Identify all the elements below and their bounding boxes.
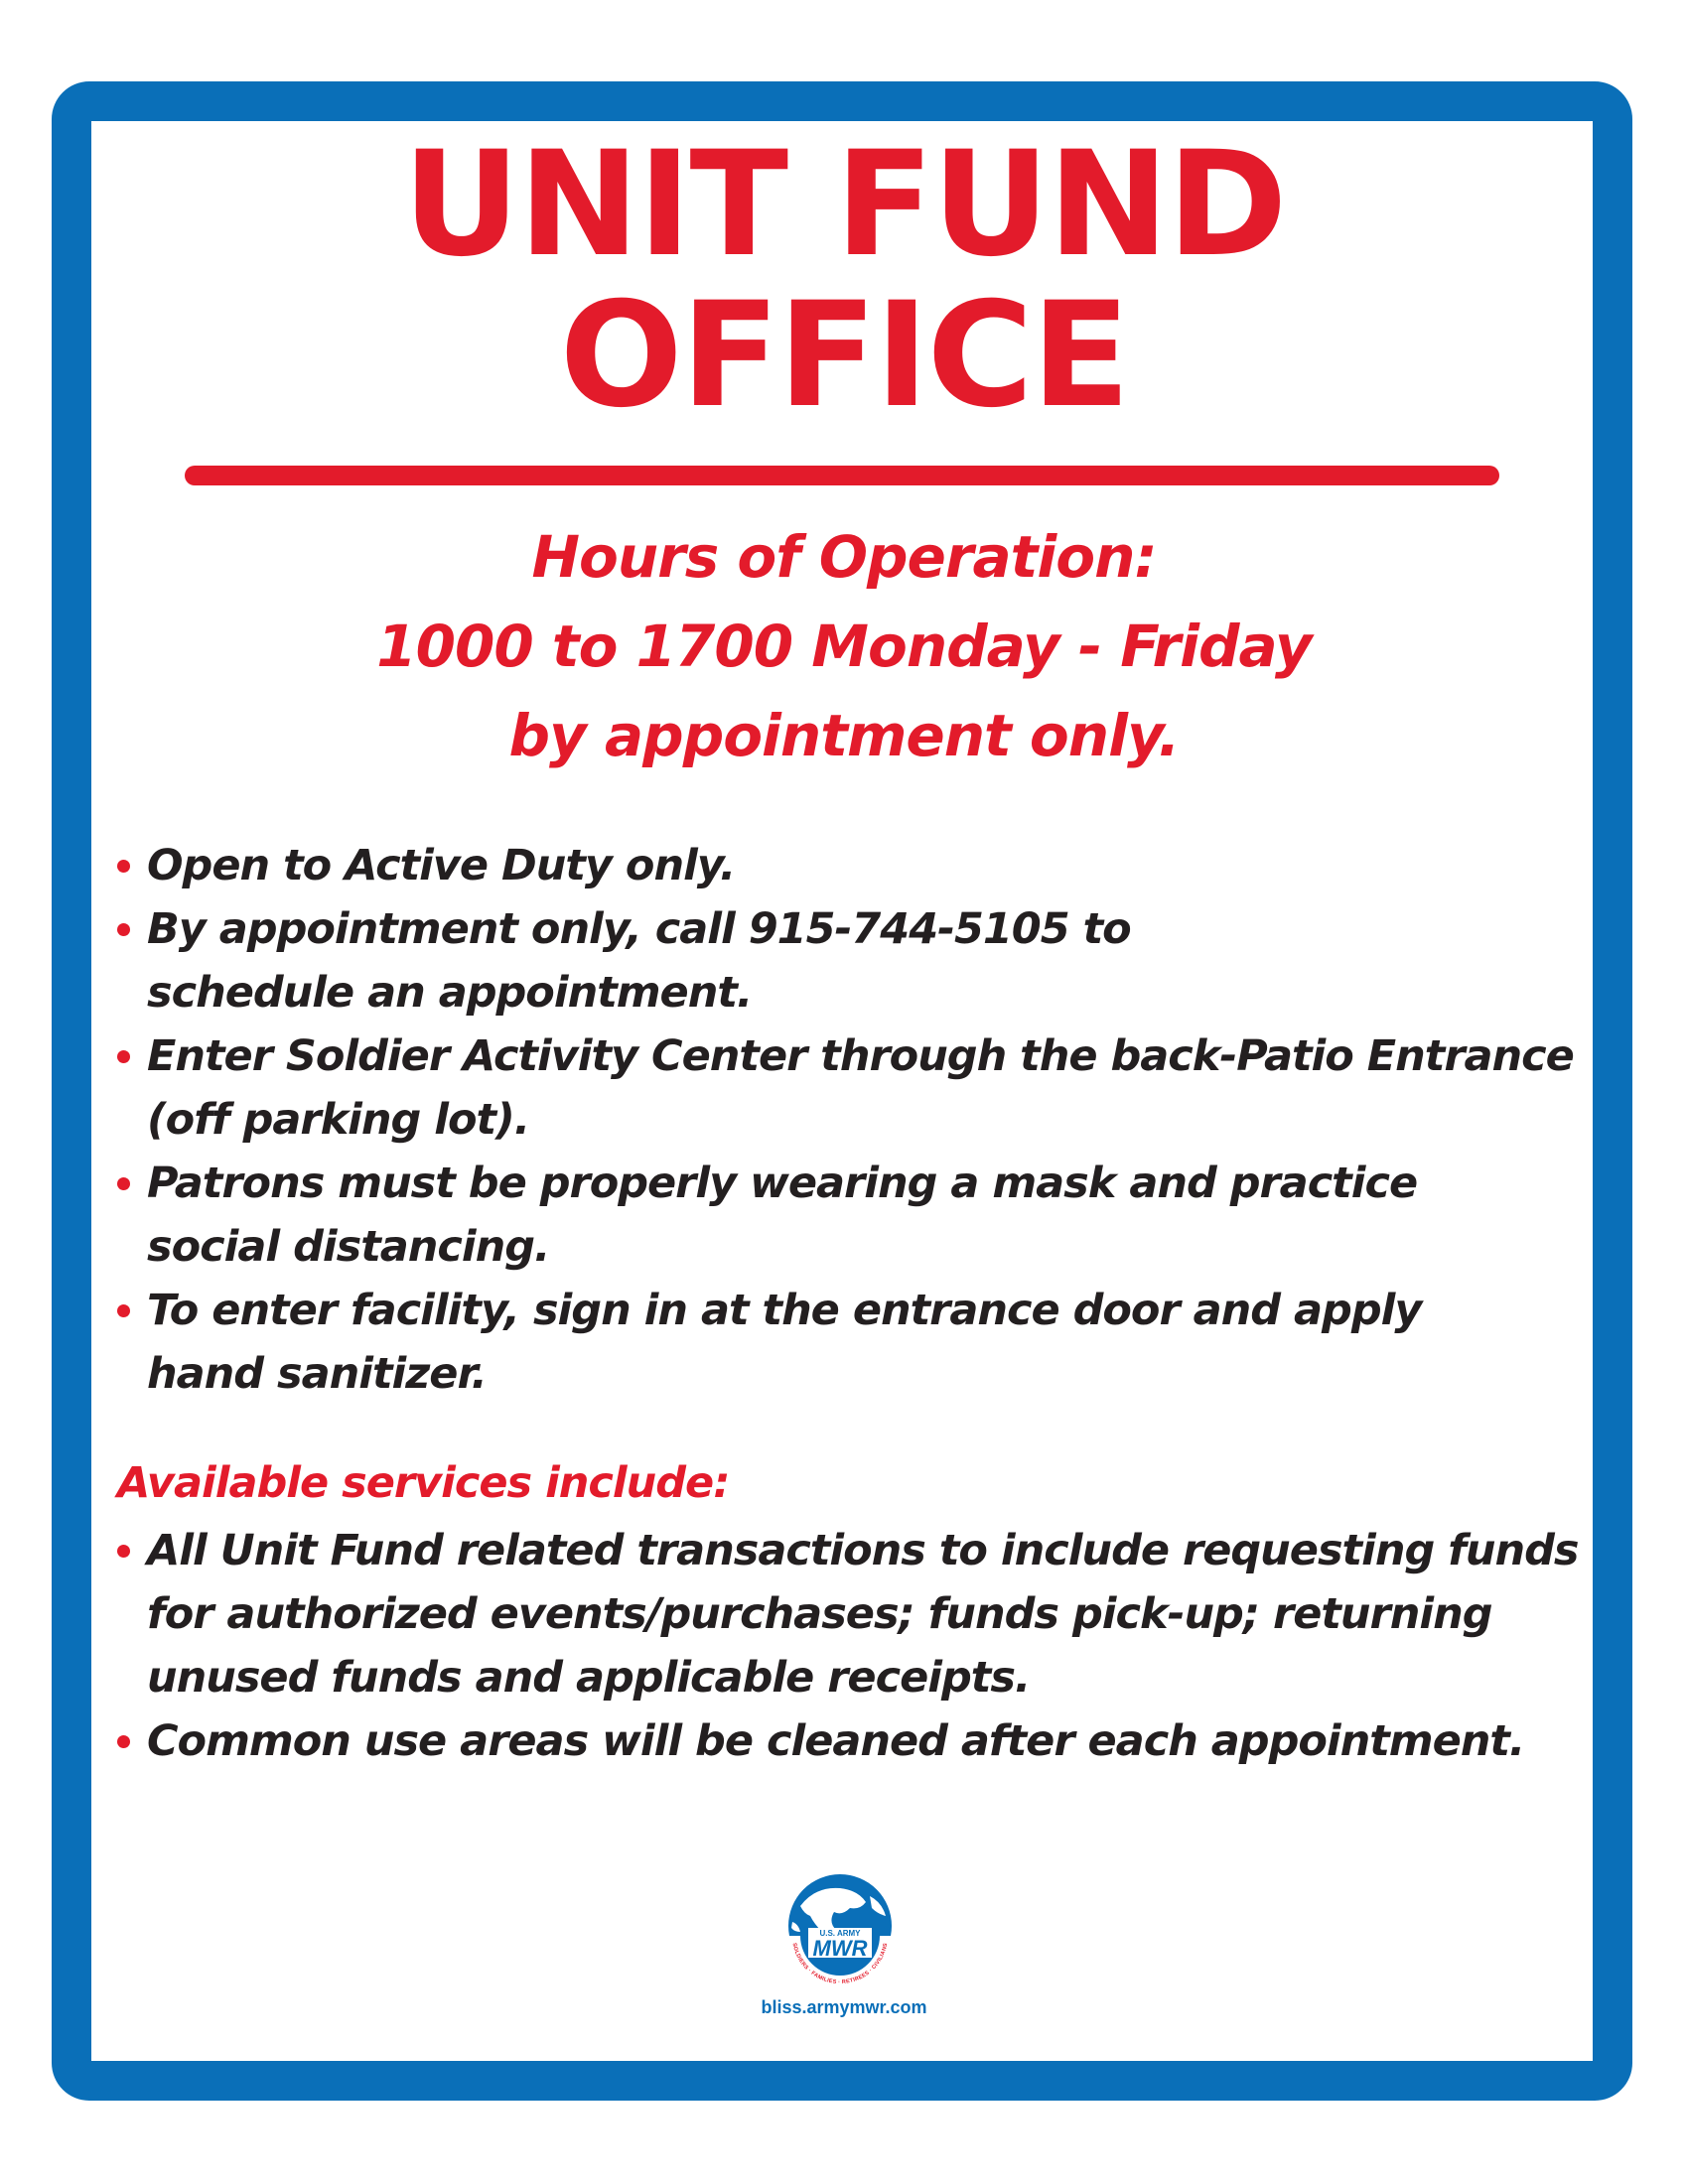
service-line: for authorized events/purchases; funds pick-up; returning xyxy=(147,1589,1492,1639)
rule-line: By appointment only, call 915-744-5105 to xyxy=(147,904,1131,954)
services-list xyxy=(117,1519,1587,1773)
hours-heading: Hours of Operation: xyxy=(531,523,1157,591)
sign-title xyxy=(0,120,1688,440)
hours-block xyxy=(0,512,1688,780)
rule-line: schedule an appointment. xyxy=(147,968,753,1018)
bullet-icon xyxy=(117,1177,130,1190)
bullet-icon xyxy=(117,1735,130,1748)
logo-main-text: MWR xyxy=(812,1936,868,1961)
logo-top-text: U.S. ARMY xyxy=(819,1929,861,1938)
service-line: All Unit Fund related transactions to include requesting funds xyxy=(147,1526,1579,1575)
list-item xyxy=(117,1152,1587,1279)
logo-ring-text: SOLDIERS · FAMILIES · RETIREES · CIVILIANS xyxy=(790,1942,890,1986)
title-divider xyxy=(185,466,1499,485)
bullet-icon xyxy=(117,1050,130,1063)
list-item xyxy=(117,1709,1587,1773)
title-line-1: UNIT FUND xyxy=(402,120,1286,289)
rule-line: social distancing. xyxy=(147,1222,550,1272)
hours-time: 1000 to 1700 Monday - Friday xyxy=(376,613,1312,680)
list-item xyxy=(117,834,1587,897)
title-line-2: OFFICE xyxy=(559,271,1129,440)
service-line: Common use areas will be cleaned after each appointment. xyxy=(147,1716,1525,1766)
website-link[interactable]: bliss.armymwr.com xyxy=(761,1997,927,2017)
service-line: unused funds and applicable receipts. xyxy=(147,1653,1031,1703)
rules-list xyxy=(117,834,1587,1406)
list-item xyxy=(117,1279,1587,1406)
rule-line: hand sanitizer. xyxy=(147,1349,487,1399)
bullet-icon xyxy=(117,1545,130,1558)
list-item xyxy=(117,1024,1587,1152)
army-mwr-logo-icon xyxy=(771,1866,910,1995)
rule-line: (off parking lot). xyxy=(147,1095,530,1145)
rule-line: Enter Soldier Activity Center through the back-Patio Entrance xyxy=(147,1031,1574,1081)
rule-line: Open to Active Duty only. xyxy=(147,841,736,890)
rule-line: To enter facility, sign in at the entrance door and apply xyxy=(147,1286,1422,1335)
bullet-icon xyxy=(117,1304,130,1317)
list-item xyxy=(117,897,1587,1024)
bullet-icon xyxy=(117,860,130,873)
list-item xyxy=(117,1519,1587,1709)
hours-note: by appointment only. xyxy=(508,702,1180,769)
services-heading: Available services include: xyxy=(117,1458,730,1508)
rule-line: Patrons must be properly wearing a mask and practice xyxy=(147,1159,1418,1208)
bullet-icon xyxy=(117,923,130,936)
